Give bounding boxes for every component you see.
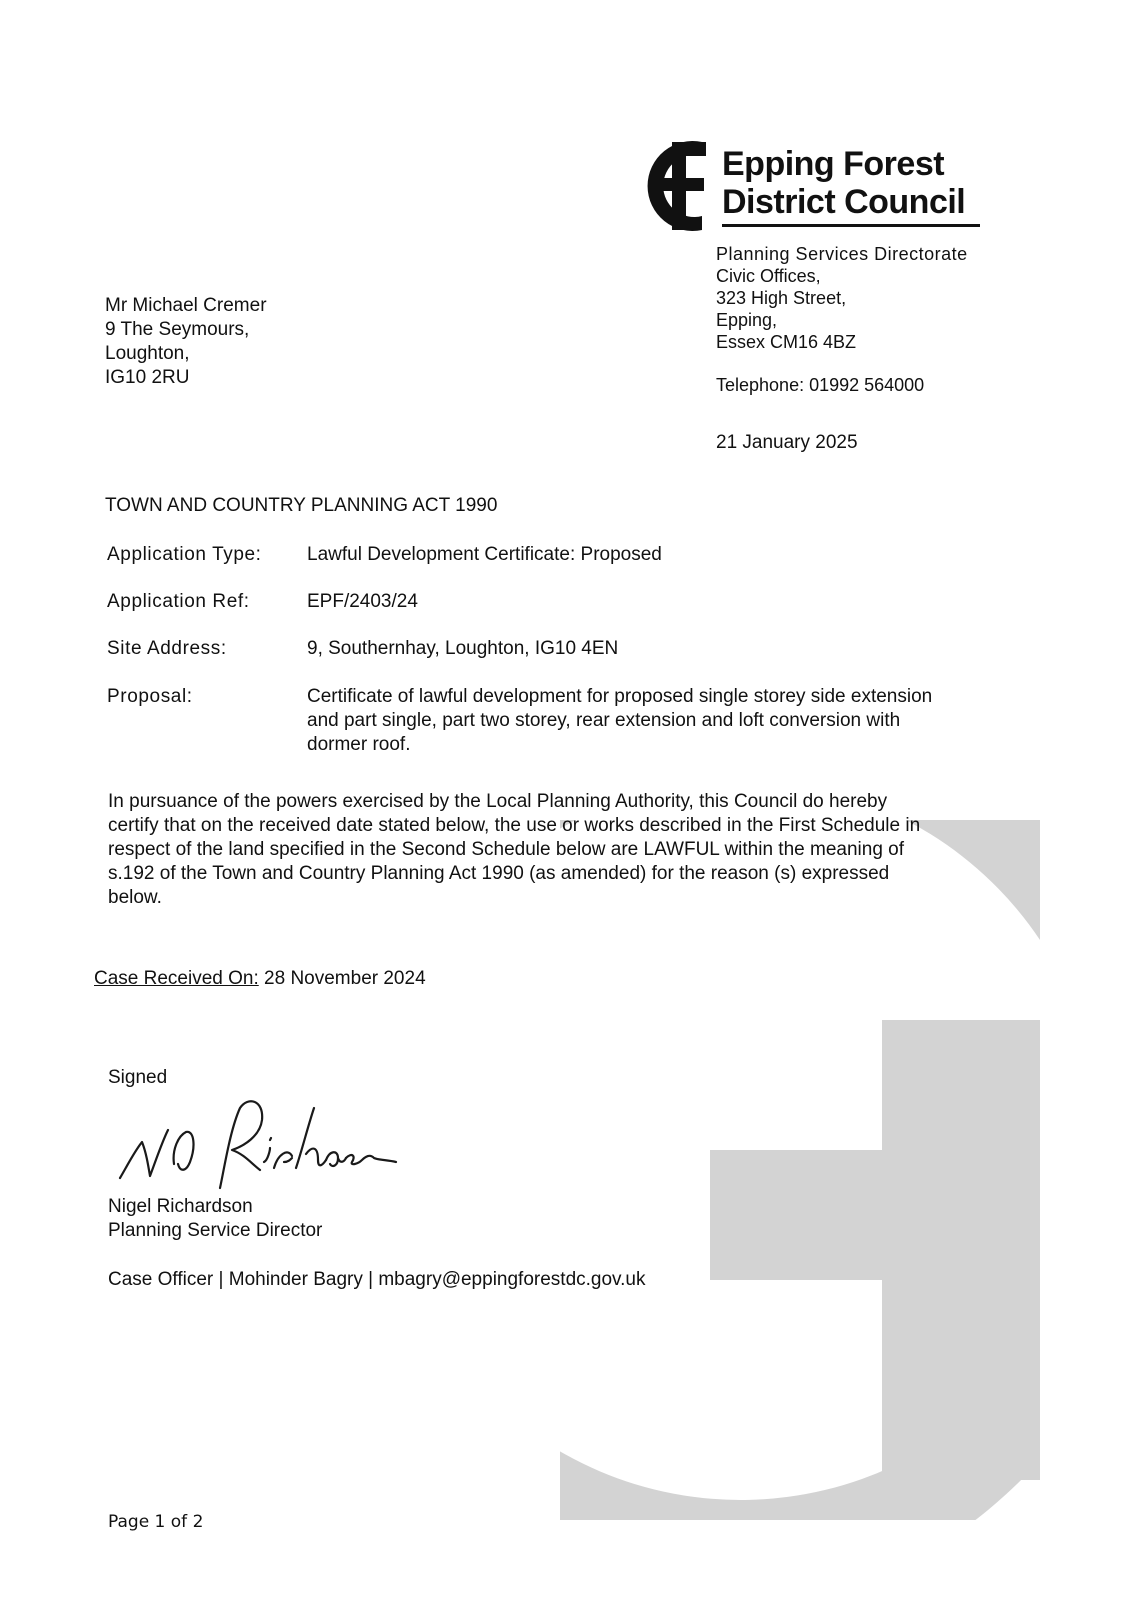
council-logo-icon	[632, 138, 718, 234]
case-received-label: Case Received On:	[94, 968, 259, 989]
paragraph-line: certify that on the received date stated below, the use or works described in the First Schedule in	[108, 815, 921, 836]
address-line: 323 High Street,	[716, 288, 847, 308]
council-name-line1: Epping Forest	[722, 145, 945, 183]
directorate-address	[716, 243, 968, 454]
proposal-line: dormer roof.	[307, 734, 411, 755]
proposal-value	[307, 685, 932, 757]
signatory-name: Nigel Richardson	[108, 1196, 253, 1217]
case-received	[94, 967, 426, 990]
page-number: Page 1 of 2	[108, 1512, 204, 1532]
council-name-line2: District Council	[722, 183, 966, 221]
watermark-logo	[560, 820, 1060, 1520]
directorate-name: Planning Services Directorate	[716, 244, 968, 264]
case-received-date: 28 November 2024	[258, 968, 426, 989]
case-officer: Case Officer | Mohinder Bagry | mbagry@eppingforestdc.gov.uk	[108, 1269, 646, 1290]
recipient-line: Loughton,	[105, 343, 190, 364]
proposal-line: and part single, part two storey, rear extension and loft conversion with	[307, 710, 901, 731]
telephone: Telephone: 01992 564000	[716, 375, 925, 395]
application-ref-label: Application Ref:	[107, 591, 250, 612]
letter-date: 21 January 2025	[716, 432, 858, 453]
council-name	[722, 145, 965, 221]
paragraph-line: respect of the land specified in the Second Schedule below are LAWFUL within the meaning of	[108, 839, 905, 860]
application-ref-value: EPF/2403/24	[307, 591, 418, 612]
application-type-value: Lawful Development Certificate: Proposed	[307, 544, 662, 565]
act-title: TOWN AND COUNTRY PLANNING ACT 1990	[105, 495, 498, 516]
certification-paragraph	[108, 790, 920, 910]
address-line: Essex CM16 4BZ	[716, 332, 857, 352]
recipient-line: Mr Michael Cremer	[105, 295, 267, 316]
signature-image	[112, 1090, 402, 1200]
paragraph-line: In pursuance of the powers exercised by the Local Planning Authority, this Council do hereby	[108, 791, 888, 812]
address-line: Civic Offices,	[716, 266, 821, 286]
signatory-title: Planning Service Director	[108, 1220, 323, 1241]
application-type-label: Application Type:	[107, 544, 262, 565]
site-address-value: 9, Southernhay, Loughton, IG10 4EN	[307, 638, 619, 659]
recipient-line: 9 The Seymours,	[105, 319, 250, 340]
paragraph-line: s.192 of the Town and Country Planning Act 1990 (as amended) for the reason (s) expressed	[108, 863, 890, 884]
recipient-line: IG10 2RU	[105, 367, 190, 388]
proposal-line: Certificate of lawful development for proposed single storey side extension	[307, 686, 933, 707]
paragraph-line: below.	[108, 887, 162, 908]
proposal-label: Proposal:	[107, 686, 193, 707]
logo-underline	[722, 224, 980, 227]
address-line: Epping,	[716, 310, 778, 330]
site-address-label: Site Address:	[107, 638, 227, 659]
signatory	[108, 1195, 322, 1243]
recipient-address	[105, 294, 267, 390]
signed-label: Signed	[108, 1067, 168, 1088]
